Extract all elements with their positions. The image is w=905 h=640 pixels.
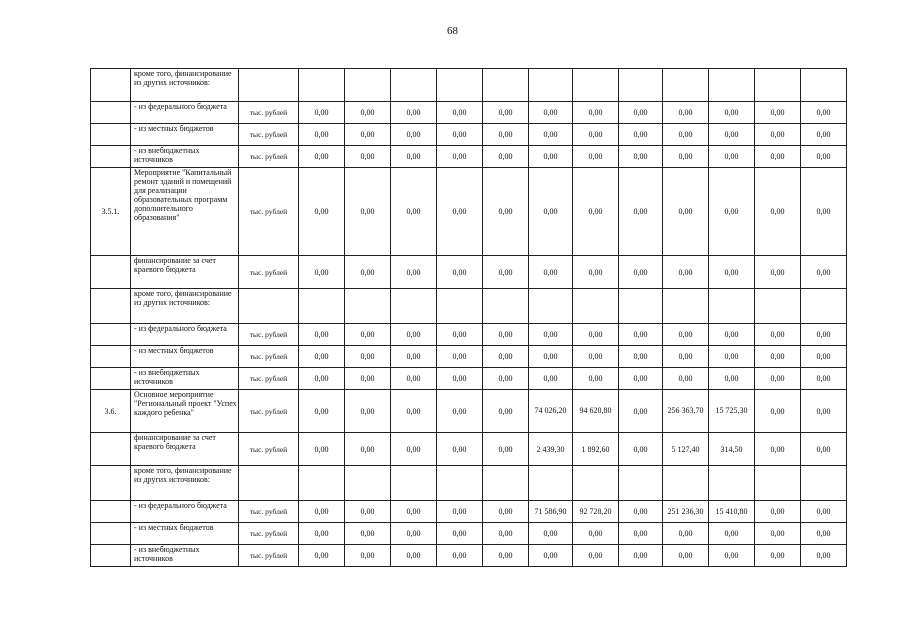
value-cell: 0,00 [801, 433, 847, 466]
value-cell: 0,00 [345, 102, 391, 124]
row-name-cell: Мероприятие "Капитальный ремонт зданий и помещений для реализации образовательных программ дополнительного образования" [131, 168, 239, 256]
value-cell [299, 289, 345, 324]
value-cell: 0,00 [801, 368, 847, 390]
value-cell: 0,00 [299, 523, 345, 545]
unit-cell: тыс. рублей [239, 368, 299, 390]
value-cell: 0,00 [709, 256, 755, 289]
unit-cell [239, 466, 299, 501]
value-cell: 0,00 [483, 102, 529, 124]
value-cell [299, 466, 345, 501]
value-cell: 0,00 [755, 545, 801, 567]
value-cell: 0,00 [483, 346, 529, 368]
value-cell: 5 127,40 [663, 433, 709, 466]
value-cell [619, 466, 663, 501]
row-name-cell: финансирование за счет краевого бюджета [131, 256, 239, 289]
table-row [91, 346, 847, 368]
value-cell: 0,00 [663, 523, 709, 545]
value-cell: 0,00 [437, 433, 483, 466]
value-cell: 0,00 [619, 256, 663, 289]
row-name-cell: Основное мероприятие "Региональный проект "Успех каждого ребенка" [131, 390, 239, 433]
unit-cell [239, 69, 299, 102]
row-number-cell [91, 523, 131, 545]
value-cell: 0,00 [299, 102, 345, 124]
value-cell: 2 439,30 [529, 433, 573, 466]
value-cell: 0,00 [483, 324, 529, 346]
value-cell: 0,00 [801, 523, 847, 545]
value-cell: 0,00 [709, 168, 755, 256]
value-cell: 0,00 [573, 146, 619, 168]
value-cell: 0,00 [391, 433, 437, 466]
value-cell: 0,00 [755, 368, 801, 390]
value-cell: 0,00 [529, 124, 573, 146]
value-cell: 0,00 [483, 368, 529, 390]
value-cell: 0,00 [663, 168, 709, 256]
value-cell [709, 69, 755, 102]
unit-cell: тыс. рублей [239, 523, 299, 545]
value-cell: 0,00 [663, 346, 709, 368]
value-cell: 0,00 [573, 168, 619, 256]
value-cell [755, 69, 801, 102]
value-cell: 0,00 [801, 324, 847, 346]
row-number-cell [91, 289, 131, 324]
value-cell: 0,00 [437, 124, 483, 146]
value-cell: 0,00 [391, 124, 437, 146]
value-cell: 0,00 [529, 168, 573, 256]
value-cell: 0,00 [391, 523, 437, 545]
value-cell: 0,00 [709, 523, 755, 545]
value-cell [437, 69, 483, 102]
value-cell [755, 289, 801, 324]
unit-cell: тыс. рублей [239, 146, 299, 168]
value-cell: 0,00 [619, 124, 663, 146]
value-cell: 0,00 [801, 146, 847, 168]
value-cell: 0,00 [619, 346, 663, 368]
table-row [91, 146, 847, 168]
value-cell [663, 69, 709, 102]
value-cell: 0,00 [345, 324, 391, 346]
row-number-cell [91, 501, 131, 523]
value-cell: 0,00 [755, 390, 801, 433]
table-row [91, 466, 847, 501]
value-cell: 0,00 [755, 523, 801, 545]
row-name-cell: - из местных бюджетов [131, 346, 239, 368]
value-cell: 0,00 [619, 523, 663, 545]
value-cell: 15 725,30 [709, 390, 755, 433]
value-cell [529, 466, 573, 501]
value-cell: 0,00 [709, 124, 755, 146]
value-cell: 0,00 [391, 545, 437, 567]
row-name-cell: финансирование за счет краевого бюджета [131, 433, 239, 466]
value-cell [391, 466, 437, 501]
table-row [91, 168, 847, 256]
value-cell [345, 289, 391, 324]
value-cell: 0,00 [801, 545, 847, 567]
value-cell [299, 69, 345, 102]
value-cell [709, 466, 755, 501]
table-row [91, 523, 847, 545]
value-cell: 0,00 [299, 433, 345, 466]
unit-cell [239, 289, 299, 324]
row-number-cell [91, 368, 131, 390]
table-row [91, 433, 847, 466]
value-cell: 0,00 [619, 368, 663, 390]
value-cell: 0,00 [709, 324, 755, 346]
value-cell [573, 289, 619, 324]
value-cell: 0,00 [755, 346, 801, 368]
value-cell: 0,00 [345, 124, 391, 146]
row-name-cell: - из местных бюджетов [131, 124, 239, 146]
value-cell: 0,00 [437, 501, 483, 523]
value-cell: 314,50 [709, 433, 755, 466]
value-cell [483, 289, 529, 324]
value-cell: 0,00 [483, 146, 529, 168]
value-cell: 0,00 [619, 433, 663, 466]
value-cell: 0,00 [391, 256, 437, 289]
row-name-cell: - из внебюджетных источников [131, 545, 239, 567]
value-cell: 0,00 [345, 523, 391, 545]
value-cell: 0,00 [801, 256, 847, 289]
value-cell: 0,00 [801, 346, 847, 368]
value-cell [663, 466, 709, 501]
value-cell [345, 69, 391, 102]
value-cell: 0,00 [391, 368, 437, 390]
row-name-cell: - из местных бюджетов [131, 523, 239, 545]
value-cell: 0,00 [529, 368, 573, 390]
value-cell: 0,00 [619, 102, 663, 124]
value-cell [573, 466, 619, 501]
page-number: 68 [447, 25, 458, 37]
value-cell: 0,00 [299, 390, 345, 433]
value-cell: 251 236,30 [663, 501, 709, 523]
value-cell: 0,00 [663, 368, 709, 390]
value-cell [437, 289, 483, 324]
value-cell: 0,00 [391, 346, 437, 368]
value-cell [619, 289, 663, 324]
unit-cell: тыс. рублей [239, 545, 299, 567]
row-name-cell: - из внебюджетных источников [131, 146, 239, 168]
table-row [91, 368, 847, 390]
value-cell [709, 289, 755, 324]
value-cell: 0,00 [573, 324, 619, 346]
value-cell: 0,00 [573, 545, 619, 567]
value-cell: 0,00 [299, 545, 345, 567]
value-cell: 0,00 [483, 390, 529, 433]
value-cell: 0,00 [755, 168, 801, 256]
value-cell [801, 289, 847, 324]
row-number-cell [91, 346, 131, 368]
budget-table [90, 68, 847, 567]
value-cell: 0,00 [437, 368, 483, 390]
value-cell: 15 410,80 [709, 501, 755, 523]
row-name-cell: кроме того, финансирование из других источников: [131, 69, 239, 102]
value-cell [573, 69, 619, 102]
value-cell: 0,00 [391, 390, 437, 433]
value-cell [619, 69, 663, 102]
value-cell [483, 466, 529, 501]
value-cell: 0,00 [663, 256, 709, 289]
table-row [91, 289, 847, 324]
value-cell: 0,00 [345, 256, 391, 289]
value-cell: 0,00 [755, 256, 801, 289]
value-cell: 0,00 [619, 146, 663, 168]
table-row [91, 545, 847, 567]
table-row [91, 69, 847, 102]
value-cell: 0,00 [801, 102, 847, 124]
value-cell: 0,00 [573, 102, 619, 124]
value-cell: 0,00 [483, 168, 529, 256]
value-cell: 0,00 [299, 324, 345, 346]
value-cell: 1 892,60 [573, 433, 619, 466]
value-cell [663, 289, 709, 324]
value-cell: 0,00 [391, 501, 437, 523]
value-cell: 0,00 [663, 146, 709, 168]
value-cell: 0,00 [529, 256, 573, 289]
value-cell [755, 466, 801, 501]
value-cell: 0,00 [529, 324, 573, 346]
value-cell: 94 620,80 [573, 390, 619, 433]
value-cell: 0,00 [529, 102, 573, 124]
value-cell: 0,00 [573, 523, 619, 545]
value-cell: 0,00 [299, 368, 345, 390]
value-cell [437, 466, 483, 501]
value-cell: 0,00 [801, 390, 847, 433]
value-cell [801, 69, 847, 102]
row-number-cell [91, 433, 131, 466]
row-number-cell [91, 69, 131, 102]
row-number-cell [91, 102, 131, 124]
value-cell: 0,00 [299, 168, 345, 256]
budget-table-body [91, 69, 847, 567]
row-name-cell: - из федерального бюджета [131, 102, 239, 124]
value-cell: 74 026,20 [529, 390, 573, 433]
unit-cell: тыс. рублей [239, 501, 299, 523]
value-cell [391, 289, 437, 324]
row-number-cell: 3.5.1. [91, 168, 131, 256]
row-name-cell: - из федерального бюджета [131, 324, 239, 346]
value-cell: 0,00 [483, 545, 529, 567]
value-cell: 0,00 [437, 390, 483, 433]
value-cell: 0,00 [483, 124, 529, 146]
value-cell: 0,00 [755, 501, 801, 523]
value-cell: 0,00 [345, 545, 391, 567]
value-cell: 0,00 [709, 368, 755, 390]
value-cell: 0,00 [437, 102, 483, 124]
value-cell: 0,00 [619, 390, 663, 433]
value-cell: 0,00 [345, 168, 391, 256]
value-cell: 0,00 [437, 256, 483, 289]
table-row [91, 124, 847, 146]
table-row [91, 102, 847, 124]
value-cell: 0,00 [529, 523, 573, 545]
value-cell [529, 289, 573, 324]
value-cell: 0,00 [345, 390, 391, 433]
value-cell: 0,00 [299, 501, 345, 523]
unit-cell: тыс. рублей [239, 433, 299, 466]
value-cell: 0,00 [437, 168, 483, 256]
value-cell: 0,00 [345, 346, 391, 368]
value-cell: 0,00 [437, 146, 483, 168]
value-cell: 0,00 [663, 324, 709, 346]
value-cell: 0,00 [299, 346, 345, 368]
value-cell: 0,00 [573, 256, 619, 289]
value-cell: 0,00 [391, 102, 437, 124]
value-cell: 92 728,20 [573, 501, 619, 523]
row-number-cell [91, 324, 131, 346]
row-number-cell [91, 466, 131, 501]
value-cell: 0,00 [391, 168, 437, 256]
value-cell: 0,00 [709, 346, 755, 368]
row-name-cell: - из внебюджетных источников [131, 368, 239, 390]
value-cell: 0,00 [345, 501, 391, 523]
value-cell: 0,00 [755, 324, 801, 346]
value-cell: 0,00 [709, 146, 755, 168]
row-name-cell: кроме того, финансирование из других источников: [131, 466, 239, 501]
value-cell: 0,00 [755, 433, 801, 466]
value-cell: 256 363,70 [663, 390, 709, 433]
row-name-cell: - из федерального бюджета [131, 501, 239, 523]
unit-cell: тыс. рублей [239, 124, 299, 146]
value-cell: 0,00 [755, 124, 801, 146]
value-cell: 0,00 [573, 368, 619, 390]
value-cell [529, 69, 573, 102]
value-cell: 0,00 [755, 102, 801, 124]
value-cell: 0,00 [483, 523, 529, 545]
unit-cell: тыс. рублей [239, 324, 299, 346]
value-cell: 0,00 [299, 124, 345, 146]
value-cell: 0,00 [663, 102, 709, 124]
value-cell: 0,00 [709, 545, 755, 567]
row-number-cell: 3.6. [91, 390, 131, 433]
table-row [91, 501, 847, 523]
value-cell [801, 466, 847, 501]
value-cell: 0,00 [801, 501, 847, 523]
value-cell: 0,00 [437, 346, 483, 368]
value-cell: 0,00 [755, 146, 801, 168]
value-cell: 0,00 [709, 102, 755, 124]
table-row [91, 256, 847, 289]
row-number-cell [91, 146, 131, 168]
unit-cell: тыс. рублей [239, 168, 299, 256]
value-cell [391, 69, 437, 102]
value-cell: 0,00 [619, 501, 663, 523]
value-cell: 0,00 [663, 545, 709, 567]
unit-cell: тыс. рублей [239, 256, 299, 289]
value-cell: 0,00 [437, 545, 483, 567]
value-cell: 0,00 [391, 146, 437, 168]
value-cell: 0,00 [619, 545, 663, 567]
row-number-cell [91, 545, 131, 567]
value-cell: 0,00 [529, 346, 573, 368]
unit-cell: тыс. рублей [239, 390, 299, 433]
value-cell: 0,00 [619, 168, 663, 256]
value-cell: 0,00 [299, 146, 345, 168]
table-row [91, 324, 847, 346]
value-cell: 0,00 [529, 545, 573, 567]
table-row [91, 390, 847, 433]
value-cell: 0,00 [345, 368, 391, 390]
value-cell: 0,00 [529, 146, 573, 168]
value-cell: 0,00 [437, 523, 483, 545]
value-cell: 0,00 [345, 146, 391, 168]
value-cell [345, 466, 391, 501]
value-cell: 0,00 [619, 324, 663, 346]
value-cell: 0,00 [573, 124, 619, 146]
value-cell: 0,00 [573, 346, 619, 368]
value-cell: 71 586,90 [529, 501, 573, 523]
value-cell: 0,00 [801, 168, 847, 256]
value-cell: 0,00 [345, 433, 391, 466]
row-number-cell [91, 256, 131, 289]
value-cell [483, 69, 529, 102]
value-cell: 0,00 [391, 324, 437, 346]
value-cell: 0,00 [483, 501, 529, 523]
row-name-cell: кроме того, финансирование из других источников: [131, 289, 239, 324]
value-cell: 0,00 [483, 433, 529, 466]
unit-cell: тыс. рублей [239, 102, 299, 124]
value-cell: 0,00 [483, 256, 529, 289]
value-cell: 0,00 [801, 124, 847, 146]
row-number-cell [91, 124, 131, 146]
unit-cell: тыс. рублей [239, 346, 299, 368]
value-cell: 0,00 [437, 324, 483, 346]
value-cell: 0,00 [663, 124, 709, 146]
value-cell: 0,00 [299, 256, 345, 289]
